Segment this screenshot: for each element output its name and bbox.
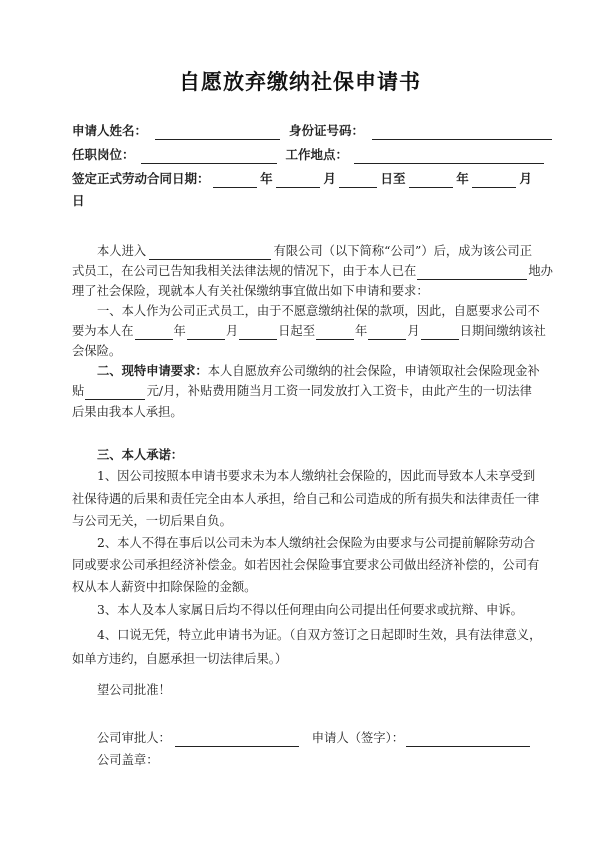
location-label: 工作地点： <box>285 147 349 162</box>
end-month-field[interactable] <box>368 326 406 340</box>
text: 望公司批准！ <box>97 683 171 697</box>
item-1-line-3 <box>72 512 532 530</box>
insurance-location-field[interactable] <box>417 266 527 280</box>
text: 月 <box>407 324 420 338</box>
text: 要为本人在 <box>72 324 134 338</box>
p1-line-1 <box>97 242 532 260</box>
text: 理了社会保险，现就本人有关社保缴纳事宜做出如下申请和要求： <box>72 284 429 298</box>
section-heading: 三、本人承诺： <box>97 447 184 462</box>
item-3-line-1 <box>97 601 532 619</box>
p3-line-3 <box>72 403 532 421</box>
item-4-line-2 <box>72 650 532 668</box>
text: 后果由我本人承担。 <box>72 405 183 419</box>
day-to-label: 日至 <box>380 171 406 186</box>
header-row-contract-end <box>72 192 532 210</box>
subsidy-amount-field[interactable] <box>85 386 145 400</box>
text: 一、本人作为公司正式员工，由于不愿意缴纳社保的款项，因此，自愿要求公司不 <box>97 304 540 318</box>
approver-label: 公司审批人： <box>97 731 171 745</box>
seal-label: 公司盖章： <box>97 753 159 767</box>
name-field[interactable] <box>155 126 280 140</box>
text: 日起至 <box>278 324 316 338</box>
p2-line-3 <box>72 342 532 360</box>
name-label: 申请人姓名： <box>72 123 148 138</box>
page-title: 自愿放弃缴纳社保申请书 <box>179 70 421 94</box>
text: 同或要求公司承担经济补偿金。如若因社会保险事宜要求公司做出经济补偿的，公司有 <box>72 558 540 572</box>
text: 日期间缴纳该社 <box>459 324 546 338</box>
month-label: 月 <box>323 171 336 186</box>
p1-line-2 <box>72 262 553 280</box>
text: 4、口说无凭，特立此申请书为证。（自双方签订之日起即时生效，具有法律意义， <box>97 628 542 642</box>
contract-end-month-field[interactable] <box>472 174 516 188</box>
year-label: 年 <box>456 171 469 186</box>
text: 会保险。 <box>72 344 122 358</box>
text: 元/月，补贴费用随当月工资一同发放打入工资卡，由此产生的一切法律 <box>146 384 532 398</box>
contract-end-year-field[interactable] <box>409 174 453 188</box>
text: 1、因公司按照本申请书要求未为本人缴纳社会保险的，因此而导致本人未享受到 <box>97 469 536 483</box>
contract-start-month-field[interactable] <box>276 174 320 188</box>
header-row-position <box>72 146 532 164</box>
p1-line-3 <box>72 282 532 300</box>
location-field[interactable] <box>354 150 544 164</box>
header-row-contract <box>72 170 532 188</box>
contract-label: 签定正式劳动合同日期： <box>72 171 210 186</box>
item-1-line-1 <box>97 467 536 485</box>
end-day-field[interactable] <box>421 326 459 340</box>
text: 3、本人及本人家属日后均不得以任何理由向公司提出任何要求或抗辩、申诉。 <box>97 603 523 617</box>
p3-line-1 <box>97 362 540 380</box>
text: 年 <box>173 324 186 338</box>
text: 式员工，在公司已告知我相关法律法规的情况下，由于本人已在 <box>72 264 417 278</box>
applicant-signature-field[interactable] <box>406 733 530 747</box>
day-label: 日 <box>72 193 85 208</box>
text: 与公司无关，一切后果自负。 <box>72 514 232 528</box>
year-label: 年 <box>260 171 273 186</box>
closing <box>97 681 532 699</box>
item-2-line-2 <box>72 556 540 574</box>
text: 地办 <box>528 264 553 278</box>
company-name-field[interactable] <box>149 246 271 260</box>
item-2-line-1 <box>97 534 536 552</box>
applicant-label: 申请人（签字）： <box>311 731 405 745</box>
text: 本人进入 <box>97 244 147 258</box>
item-1-line-2 <box>72 490 540 508</box>
item-4-line-1 <box>97 626 542 644</box>
id-number-field[interactable] <box>372 126 552 140</box>
start-year-field[interactable] <box>135 326 173 340</box>
seal-row <box>97 751 532 769</box>
text: 有限公司（以下简称“公司”）后，成为该公司正 <box>273 244 532 258</box>
text: 社保待遇的后果和责任完全由本人承担，给自己和公司造成的所有损失和法律责任一律 <box>72 492 540 506</box>
approver-signature-field[interactable] <box>175 733 299 747</box>
text: 本人自愿放弃公司缴纳的社会保险，申请领取社会保险现金补 <box>207 364 540 378</box>
section-heading: 二、现特申请要求： <box>97 363 208 378</box>
text: 年 <box>355 324 368 338</box>
p3-line-2 <box>72 382 532 400</box>
contract-start-day-field[interactable] <box>339 174 377 188</box>
p2-line-2 <box>72 322 546 340</box>
start-month-field[interactable] <box>187 326 225 340</box>
item-2-line-3 <box>72 578 532 596</box>
text: 2、本人不得在事后以公司未为本人缴纳社会保险为由要求与公司提前解除劳动合 <box>97 536 536 550</box>
position-label: 任职岗位： <box>72 147 135 162</box>
end-year-field[interactable] <box>316 326 354 340</box>
id-label: 身份证号码： <box>289 123 365 138</box>
signature-row <box>97 729 532 747</box>
header-row-name <box>72 122 532 140</box>
text: 权从本人薪资中扣除保险的金额。 <box>72 580 257 594</box>
position-field[interactable] <box>141 150 277 164</box>
start-day-field[interactable] <box>239 326 277 340</box>
p4-heading <box>97 446 532 464</box>
text: 贴 <box>72 384 85 398</box>
month-label: 月 <box>519 171 532 186</box>
text: 月 <box>225 324 239 338</box>
contract-start-year-field[interactable] <box>213 174 257 188</box>
text: 如单方违约，自愿承担一切法律后果。） <box>72 652 288 666</box>
p2-line-1 <box>97 302 540 320</box>
